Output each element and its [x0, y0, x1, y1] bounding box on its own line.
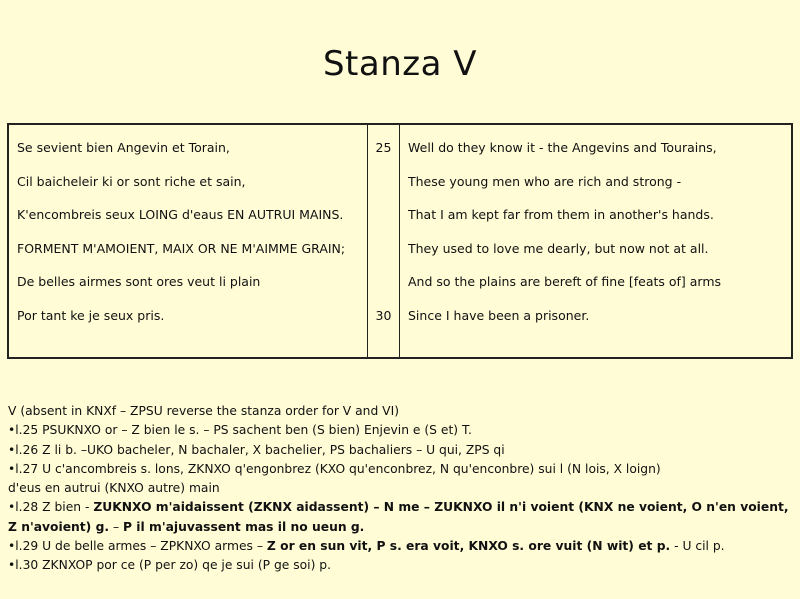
line-number: 30	[375, 307, 392, 323]
note-line-28	[8, 498, 794, 517]
line-number: 25	[375, 140, 392, 155]
note-intro: V (absent in KNXf – ZPSU reverse the stanza order for V and VI)	[8, 404, 400, 418]
note-line-28-cont	[8, 518, 794, 537]
note-line-27: •l.27 U c'ancombreis s. lons, ZKNXO q'engonbrez (KXO qu'enconbrez, N qu'enconbre) sui l (N lois, X loign)	[8, 461, 661, 476]
note-text: - U cil p.	[670, 539, 725, 554]
note-line-29	[8, 537, 794, 556]
english-line: Well do they know it - the Angevins and Tourains,	[408, 140, 717, 155]
line-number	[368, 273, 399, 307]
old-french-line: Por tant ke je seux pris.	[17, 307, 165, 323]
english-line: That I am kept far from them in another's hands.	[408, 207, 714, 223]
english-line: They used to love me dearly, but now not at all.	[408, 240, 709, 256]
line-number	[368, 240, 399, 274]
note-text: •l.29 U de belle armes – ZPKNXO armes –	[8, 539, 267, 554]
note-text: •l.28 Z bien -	[8, 500, 94, 515]
english-line: Since I have been a prisoner.	[408, 307, 590, 323]
note-line-26: •l.26 Z li b. –UKO bacheler, N bachaler, X bachelier, PS bachaliers – U qui, ZPS qi	[8, 442, 505, 457]
note-bold-text: P il m'ajuvassent mas il no ueun g.	[123, 519, 365, 534]
line-number	[368, 173, 399, 207]
note-bold-text: Z or en sun vit, P s. era voit, KNXO s. ore vuit (N wit) et p.	[266, 539, 671, 554]
old-french-line: Se sevient bien Angevin et Torain,	[17, 140, 230, 155]
note-line-27-cont: d'eus en autrui (KNXO autre) main	[8, 481, 220, 496]
old-french-line: FORMENT M'AMOIENT, MAIX OR NE M'AIMME GRAIN;	[17, 240, 346, 256]
english-column	[400, 125, 791, 357]
english-line: And so the plains are bereft of fine [feats of] arms	[408, 274, 722, 290]
note-bold-text: Z n'avoient) g.	[8, 519, 110, 534]
note-line-30: •l.30 ZKNXOP por ce (P per zo) qe je sui (P ge soi) p.	[8, 558, 331, 573]
line-number-column	[368, 125, 400, 357]
note-line-25: •l.25 PSUKNXO or – Z bien le s. – PS sachent ben (S bien) Enjevin e (S et) T.	[8, 423, 472, 438]
stanza-table	[7, 123, 793, 359]
line-number	[368, 206, 399, 240]
old-french-column	[9, 125, 368, 357]
english-line: These young men who are rich and strong -	[408, 173, 682, 189]
old-french-line: Cil baicheleir ki or sont riche et sain,	[17, 173, 246, 189]
note-bold-text: ZUKNXO m'aidaissent (ZKNX aidassent) – N me – ZUKNXO il n'i voient (KNX ne voient, O n'en voient,	[93, 500, 789, 515]
old-french-line: De belles airmes sont ores veut li plain	[17, 274, 261, 290]
variant-notes	[8, 402, 794, 576]
note-text: –	[109, 519, 124, 534]
old-french-line: K'encombreis seux LOING d'eaus EN AUTRUI MAINS.	[17, 207, 344, 223]
page-title: Stanza V	[322, 44, 478, 84]
